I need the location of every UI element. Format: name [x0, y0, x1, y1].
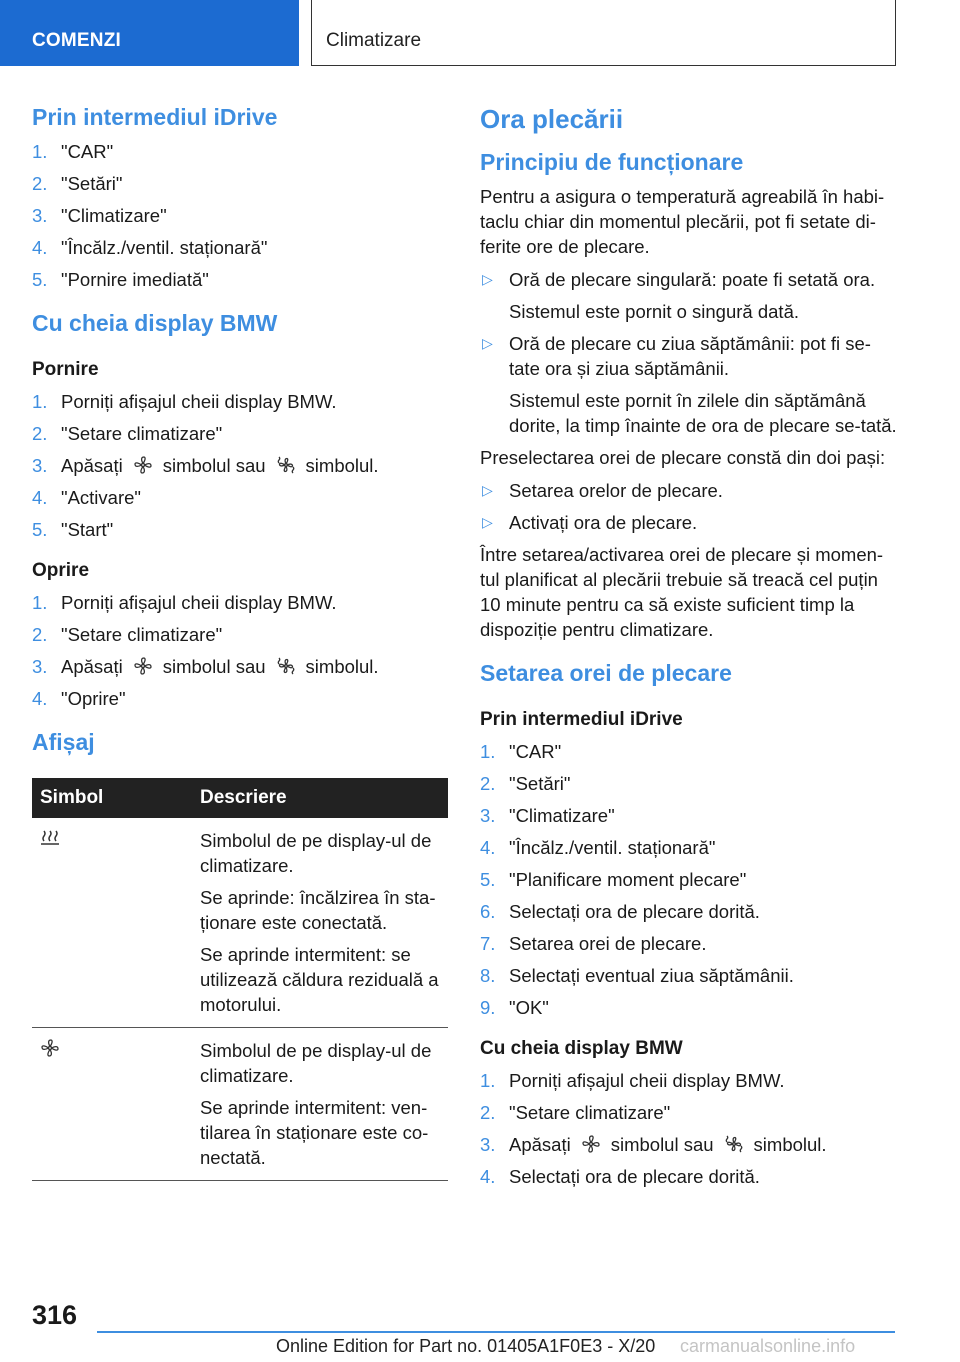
list-item: ▷ Oră de plecare cu ziua săptămânii: pot fi se-tate ora și ziua săptămânii. Sistemul este pornit în zilele din săptămână dorite, la timp înainte de ora de plecare se-tată. [482, 333, 897, 436]
list-item: 5. "Planificare moment plecare" [480, 869, 747, 890]
display-heading: Afișaj [32, 729, 95, 755]
triangle-bullet-icon: ▷ [482, 335, 493, 351]
chapter-title: Climatizare [311, 0, 896, 66]
list-item: 2. "Setare climatizare" [480, 1102, 671, 1123]
setting-key-label: Cu cheia display BMW [480, 1038, 683, 1059]
list-item: 3. "Climatizare" [480, 805, 615, 826]
fan-icon [133, 455, 153, 475]
setting-idrive-label: Prin intermediul iDrive [480, 709, 683, 730]
fan-icon [133, 656, 153, 676]
page-number: 316 [32, 1300, 78, 1330]
list-item: 3. Apăsați simbolul sau simbolul. [32, 455, 379, 476]
key-heading: Cu cheia display BMW [32, 310, 278, 336]
fan-heat-icon [276, 455, 296, 475]
description-text: Simbolul de pe display-ul de climatizare. [200, 1040, 432, 1086]
triangle-bullet-icon: ▷ [482, 482, 493, 498]
triangle-bullet-icon: ▷ [482, 271, 493, 287]
description-text: Se aprinde: încălzirea în sta-ționare este conectată. [200, 887, 436, 933]
list-item: 2. "Setări" [32, 173, 123, 194]
right-column [480, 96, 898, 1196]
list-item: 5. "Pornire imediată" [32, 269, 209, 290]
departure-title: Ora plecării [480, 104, 624, 134]
list-item: 1. Porniți afișajul cheii display BMW. [32, 592, 337, 613]
list-item: 1. Porniți afișajul cheii display BMW. [32, 391, 337, 412]
list-item: 3. Apăsați simbolul sau simbolul. [480, 1134, 827, 1155]
footer-divider [97, 1331, 895, 1333]
edition-text: Online Edition for Part no. 01405A1F0E3 - X/20 [276, 1336, 656, 1356]
timing-note: Între setarea/activarea orei de plecare și momen-tul planificat al plecării trebuie să treacă cel puțin 10 minute pentru ca să existe suficient timp la dispoziție pentru climatizare. [480, 544, 884, 640]
idrive-heading: Prin intermediul iDrive [32, 104, 278, 130]
watermark: carmanualsonline.info [680, 1336, 856, 1356]
fan-heat-icon [724, 1134, 744, 1154]
idrive-steps [32, 139, 448, 292]
list-item: 2. "Setare climatizare" [32, 423, 223, 444]
list-item: ▷ Oră de plecare singulară: poate fi setată ora. Sistemul este pornit o singură dată. [482, 269, 876, 322]
list-item: 5. "Start" [32, 519, 114, 540]
column-header-description: Descriere [190, 778, 448, 818]
list-item: 1. "CAR" [480, 741, 562, 762]
departure-types [480, 267, 898, 438]
list-item: 8. Selectați eventual ziua săptămânii. [480, 965, 794, 986]
list-item: 1. Porniți afișajul cheii display BMW. [480, 1070, 785, 1091]
stop-label: Oprire [32, 560, 90, 581]
list-item: 3. "Climatizare" [32, 205, 167, 226]
fan-icon [40, 1038, 60, 1058]
description-text: Se aprinde intermitent: se utilizează căldura reziduală a motorului. [200, 944, 439, 1015]
setting-key-steps [480, 1068, 898, 1189]
setting-heading: Setarea orei de plecare [480, 660, 732, 686]
setting-idrive-steps [480, 739, 898, 1020]
principle-intro: Pentru a asigura o temperatură agreabilă în habi-taclu chiar din momentul plecării, pot fi setate di-ferite ore de plecare. [480, 186, 885, 257]
list-item: ▷ Activați ora de plecare. [482, 512, 698, 533]
heating-waves-icon [40, 828, 60, 848]
fan-icon [581, 1134, 601, 1154]
list-item: 6. Selectați ora de plecare dorită. [480, 901, 760, 922]
symbol-table [32, 778, 448, 1181]
list-item: 2. "Setări" [480, 773, 571, 794]
table-row [32, 818, 448, 1028]
list-item: 4. "Încălz./ventil. staționară" [32, 237, 268, 258]
start-steps [32, 389, 448, 542]
list-item: 9. "OK" [480, 997, 549, 1018]
list-item: 1. "CAR" [32, 141, 114, 162]
list-item: 7. Setarea orei de plecare. [480, 933, 707, 954]
triangle-bullet-icon: ▷ [482, 514, 493, 530]
description-text: Se aprinde intermitent: ven-tilarea în staționare este co-nectată. [200, 1097, 429, 1168]
table-row [32, 1028, 448, 1181]
list-item: ▷ Setarea orelor de plecare. [482, 480, 723, 501]
page-header [0, 0, 960, 66]
preselect-steps [480, 478, 898, 535]
section-tab: COMENZI [0, 0, 299, 66]
list-item: 3. Apăsați simbolul sau simbolul. [32, 656, 379, 677]
preselect-text: Preselectarea orei de plecare constă din doi pași: [480, 447, 886, 468]
description-text: Simbolul de pe display-ul de climatizare. [200, 830, 432, 876]
fan-heat-icon [276, 656, 296, 676]
stop-steps [32, 590, 448, 711]
start-label: Pornire [32, 359, 99, 380]
list-item: 4. "Oprire" [32, 688, 126, 709]
list-item: 4. "Activare" [32, 487, 141, 508]
list-item: 4. "Încălz./ventil. staționară" [480, 837, 716, 858]
list-item: 4. Selectați ora de plecare dorită. [480, 1166, 760, 1187]
left-column [32, 96, 448, 1181]
principle-heading: Principiu de funcționare [480, 149, 744, 175]
column-header-symbol: Simbol [32, 778, 190, 818]
list-item: 2. "Setare climatizare" [32, 624, 223, 645]
